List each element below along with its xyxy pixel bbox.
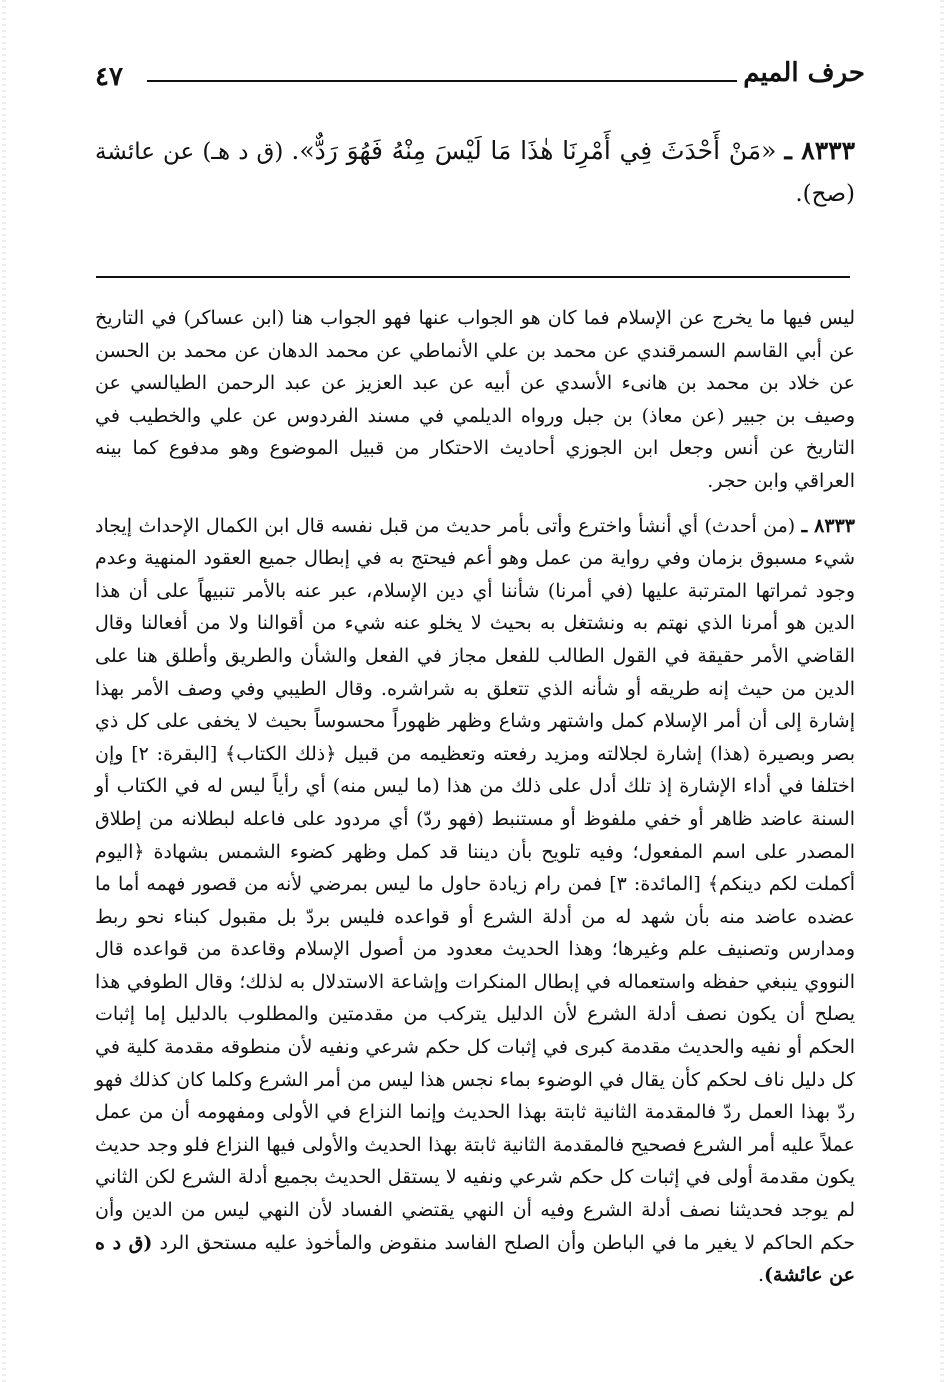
commentary-paragraph-previous: ليس فيها ما يخرج عن الإسلام فما كان هو الجواب عنها فهو الجواب هنا (ابن عساكر) في التاريخ عن أبي القاسم السمرقندي عن محمد بن علي الأنماطي عن محمد الدهان عن محمد بن الحسن عن خلاد بن محمد بن هانىء الأسدي عن أبيه عن عبد العزيز عن عبد الرحمن الطيالسي عن وصيف بن جبير (عن معاذ) بن جبل ورواه الديلمي في مسند الفردوس عن علي والخطيب في التاريخ عن أنس وجعل ابن الجوزي أحاديث الاحتكار من قبيل الموضوع وهو مدفوع كما بينه العراقي وابن حجر.	[95, 307, 855, 492]
hadith-text: «مَنْ أَحْدَثَ فِي أَمْرِنَا هٰذَا مَا لَيْسَ مِنْهُ فَهُوَ رَدٌّ».	[291, 136, 777, 165]
hadith-source: (ق د هـ) عن عائشة (صح).	[95, 139, 855, 207]
commentary	[95, 302, 855, 1292]
commentary-paragraph-current	[95, 510, 855, 1292]
commentary-number: ٨٣٣٣ ـ	[801, 514, 855, 537]
commentary-source: (ق د ه عن عائشة)	[95, 1231, 855, 1287]
hadith-number: ٨٣٣٣ ـ	[784, 136, 855, 165]
commentary-end: .	[757, 1264, 765, 1287]
footnote-separator	[96, 276, 850, 278]
scan-edge-left	[2, 0, 6, 1382]
chapter-title: حرف الميم	[743, 58, 865, 88]
scan-edge-right	[940, 0, 944, 1382]
header-rule	[147, 80, 737, 82]
commentary-text: (من أحدث) أي أنشأ واخترع وأتى بأمر حديث من قبل نفسه قال ابن الكمال الإحداث إيجاد شيء مسبوق بزمان وفي رواية من عمل وهو أعم فيحتج به في إبطال جميع العقود المنهية وعدم وجود ثمراتها المترتبة عليها (في أمرنا) شأننا أي دين الإسلام، عبر عنه بالأمر تنبيهاً على أن هذا الدين هو أمرنا الذي نهتم به ونشتغل به بحيث لا يخلو عنه شيء من أقوالنا ولا من أفعالنا وقال القاضي الأمر حقيقة في القول الطالب للفعل مجاز في الفعل والشأن والطريق وأطلق هنا على الدين من حيث إنه طريقه أو شأنه الذي تتعلق به شراشره. وقال الطيبي وفي وصف الأمر بهذا إشارة إلى أن أمر الإسلام كمل واشتهر وشاع وظهر ظهوراً محسوساً بحيث لا يخفى على كل ذي بصر وبصيرة (هذا) إشارة لجلالته ومزيد رفعته وتعظيمه من قبيل ﴿ذلك الكتاب﴾ [البقرة: ٢] وإن اختلفا في أداء الإشارة إذ تلك أدل على ذلك من هذا (ما ليس منه) أي رأياً ليس له في الكتاب أو السنة عاضد ظاهر أو خفي ملفوظ أو مستنبط (فهو ردّ) أي مردود على فاعله لبطلانه من إطلاق المصدر على اسم المفعول؛ وفيه تلويح بأن ديننا قد كمل وظهر كضوء الشمس بشهادة ﴿اليوم أكملت لكم دينكم﴾ [المائدة: ٣] فمن رام زيادة حاول ما ليس بمرضي لأنه من قصور فهمه أما ما عضده عاضد منه بأن شهد له من أدلة الشرع أو قواعده فليس بردّ بل مقبول كبناء نحو ربط ومدارس وتصنيف علم وغيرها؛ وهذا الحديث معدود من أصول الإسلام وقاعدة من قواعده قال النووي ينبغي حفظه واستعماله في إبطال المنكرات وإشاعة الاستدلال به لذلك؛ وقال الطوفي هذا يصلح أن يكون نصف أدلة الشرع لأن الدليل يتركب من مقدمتين والمطلوب بالدليل إما إثبات الحكم أو نفيه والحديث مقدمة كبرى في إثبات كل حكم شرعي ونفيه لأن منطوقه مقدمة كلية في كل دليل ناف لحكم كأن يقال في الوضوء بماء نجس هذا ليس من أمر الشرع وكلما كان كذلك فهو ردّ بهذا العمل ردّ فالمقدمة الثانية ثابتة بهذا الحديث وإنما النزاع في الأولى ومفهومه أن من عمل عملاً عليه أمر الشرع فصحيح فالمقدمة الثانية ثابتة بهذا الحديث والأولى فيها النزاع فلو وجد حديث يكون مقدمة أولى في إثبات كل حكم شرعي ونفيه لا يستقل الحديث بجميع أدلة الشرع لكن الثاني لم يوجد فحديثنا نصف أدلة الشرع وفيه أن النهي يقتضي الفساد لأن النهي ليس من الدين وأن حكم الحاكم لا يغير ما في الباطن وأن الصلح الفاسد منقوض والمأخوذ عليه مستحق الرد	[95, 514, 855, 1254]
hadith-entry	[95, 130, 855, 215]
page-number: ٤٧	[95, 62, 123, 92]
running-header	[95, 58, 865, 98]
